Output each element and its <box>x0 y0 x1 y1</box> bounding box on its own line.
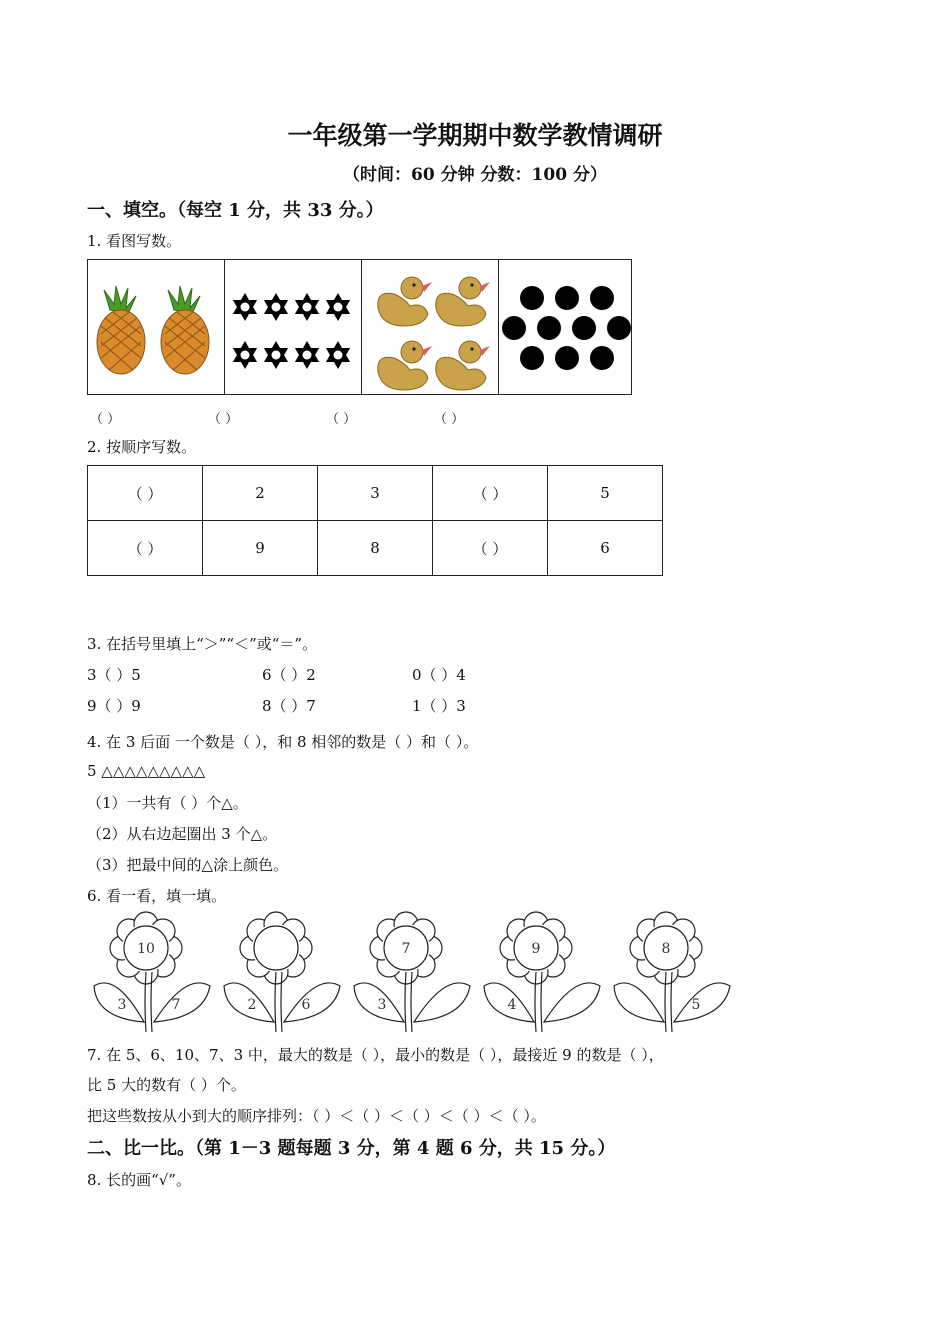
star-icon <box>225 260 361 394</box>
duck-icon <box>362 260 498 394</box>
flower-right-number: 5 <box>691 997 701 1013</box>
duck-cell <box>362 260 499 394</box>
dot-mark <box>607 316 631 340</box>
q5-label: 5 △△△△△△△△△ <box>87 762 206 780</box>
table-cell: 3 <box>318 466 433 521</box>
table-row <box>88 466 663 521</box>
table-cell: 9 <box>203 521 318 576</box>
star-mark <box>295 293 319 321</box>
table-cell[interactable]: （ ） <box>88 466 203 521</box>
dot-mark <box>590 286 614 310</box>
star-mark <box>264 293 288 321</box>
compare-item[interactable]: 0（ ）4 <box>412 666 466 684</box>
answer-blank[interactable]: （ ） <box>434 412 465 427</box>
flower-left-number: 2 <box>247 997 257 1013</box>
section2-heading: 二、比一比。（第 1－3 题每题 3 分，第 4 题 6 分，共 15 分。） <box>87 1138 616 1159</box>
flower-figures <box>92 910 742 1035</box>
table-cell[interactable]: （ ） <box>432 521 547 576</box>
dot-mark <box>555 346 579 370</box>
duck-mark <box>436 341 490 390</box>
table-cell: 6 <box>548 521 663 576</box>
q5-sub3: （3）把最中间的△涂上颜色。 <box>87 856 289 874</box>
page-title: 一年级第一学期期中数学教情调研 <box>287 121 663 150</box>
flower-top-number: 9 <box>531 941 541 957</box>
q5-sub2: （2）从右边起圈出 3 个△。 <box>87 825 278 843</box>
answer-blank[interactable]: （ ） <box>326 412 357 427</box>
compare-item[interactable]: 3（ ）5 <box>87 666 141 684</box>
q7-line2: 比 5 大的数有（ ）个。 <box>87 1076 246 1094</box>
dot-mark <box>572 316 596 340</box>
flower-right-number: 6 <box>301 997 311 1013</box>
table-row <box>88 521 663 576</box>
q5-sub1: （1）一共有（ ）个△。 <box>87 794 248 812</box>
q7-line1: 7. 在 5、6、10、7、3 中，最大的数是（ ），最小的数是（ ），最接近 9 的数是（ ）， <box>87 1046 664 1064</box>
pineapple-icon <box>88 260 224 394</box>
q1-label: 1. 看图写数。 <box>87 232 182 250</box>
star-mark <box>233 341 257 369</box>
compare-item[interactable]: 1（ ）3 <box>412 697 466 715</box>
q3-label: 3. 在括号里填上“＞”“＜”或“＝”。 <box>87 635 318 653</box>
flower-top-number: 8 <box>661 941 671 957</box>
pineapple-cell <box>88 260 225 394</box>
answer-blank[interactable]: （ ） <box>208 412 239 427</box>
dot-mark <box>590 346 614 370</box>
section1-heading: 一、填空。（每空 1 分，共 33 分。） <box>87 200 384 221</box>
flower-figure <box>94 912 210 1032</box>
dot-mark <box>555 286 579 310</box>
table-cell: 2 <box>203 466 318 521</box>
star-mark <box>233 293 257 321</box>
duck-mark <box>378 277 432 326</box>
q2-label: 2. 按顺序写数。 <box>87 438 197 456</box>
compare-item[interactable]: 6（ ）2 <box>262 666 316 684</box>
picture-count-panel <box>87 259 632 395</box>
q4-text: 4. 在 3 后面 一个数是（ ），和 8 相邻的数是（ ）和（ ）。 <box>87 733 479 751</box>
flower-left-number: 3 <box>377 997 387 1013</box>
table-cell: 8 <box>318 521 433 576</box>
star-mark <box>264 341 288 369</box>
duck-mark <box>378 341 432 390</box>
sequence-table <box>87 465 663 576</box>
table-cell[interactable]: （ ） <box>88 521 203 576</box>
q8-label: 8. 长的画“√”。 <box>87 1171 191 1189</box>
star-mark <box>326 341 350 369</box>
duck-mark <box>436 277 490 326</box>
flower-right-number: 7 <box>171 997 181 1013</box>
table-cell: 5 <box>548 466 663 521</box>
flower-figure <box>484 912 600 1032</box>
table-cell[interactable]: （ ） <box>432 466 547 521</box>
flower-figure <box>354 912 470 1032</box>
dot-mark <box>537 316 561 340</box>
star-mark <box>326 293 350 321</box>
compare-item[interactable]: 9（ ）9 <box>87 697 141 715</box>
flower-left-number: 4 <box>507 997 517 1013</box>
flower-figure <box>614 912 730 1032</box>
star-cell <box>225 260 362 394</box>
dot-mark <box>502 316 526 340</box>
compare-item[interactable]: 8（ ）7 <box>262 697 316 715</box>
dot-cell <box>499 260 634 394</box>
q7-line3: 把这些数按从小到大的顺序排列：（ ）＜（ ）＜（ ）＜（ ）＜（ ）。 <box>87 1107 546 1125</box>
flower-figure <box>224 912 340 1032</box>
dot-mark <box>520 286 544 310</box>
q6-label: 6. 看一看，填一填。 <box>87 887 227 905</box>
flower-top-number: 10 <box>137 941 155 957</box>
answer-blank[interactable]: （ ） <box>90 412 121 427</box>
flower-top-number: 7 <box>401 941 411 957</box>
flower-left-number: 3 <box>117 997 127 1013</box>
exam-info: （时间：60 分钟 分数：100 分） <box>343 165 607 185</box>
star-mark <box>295 341 319 369</box>
dot-icon <box>499 260 634 394</box>
dot-mark <box>520 346 544 370</box>
